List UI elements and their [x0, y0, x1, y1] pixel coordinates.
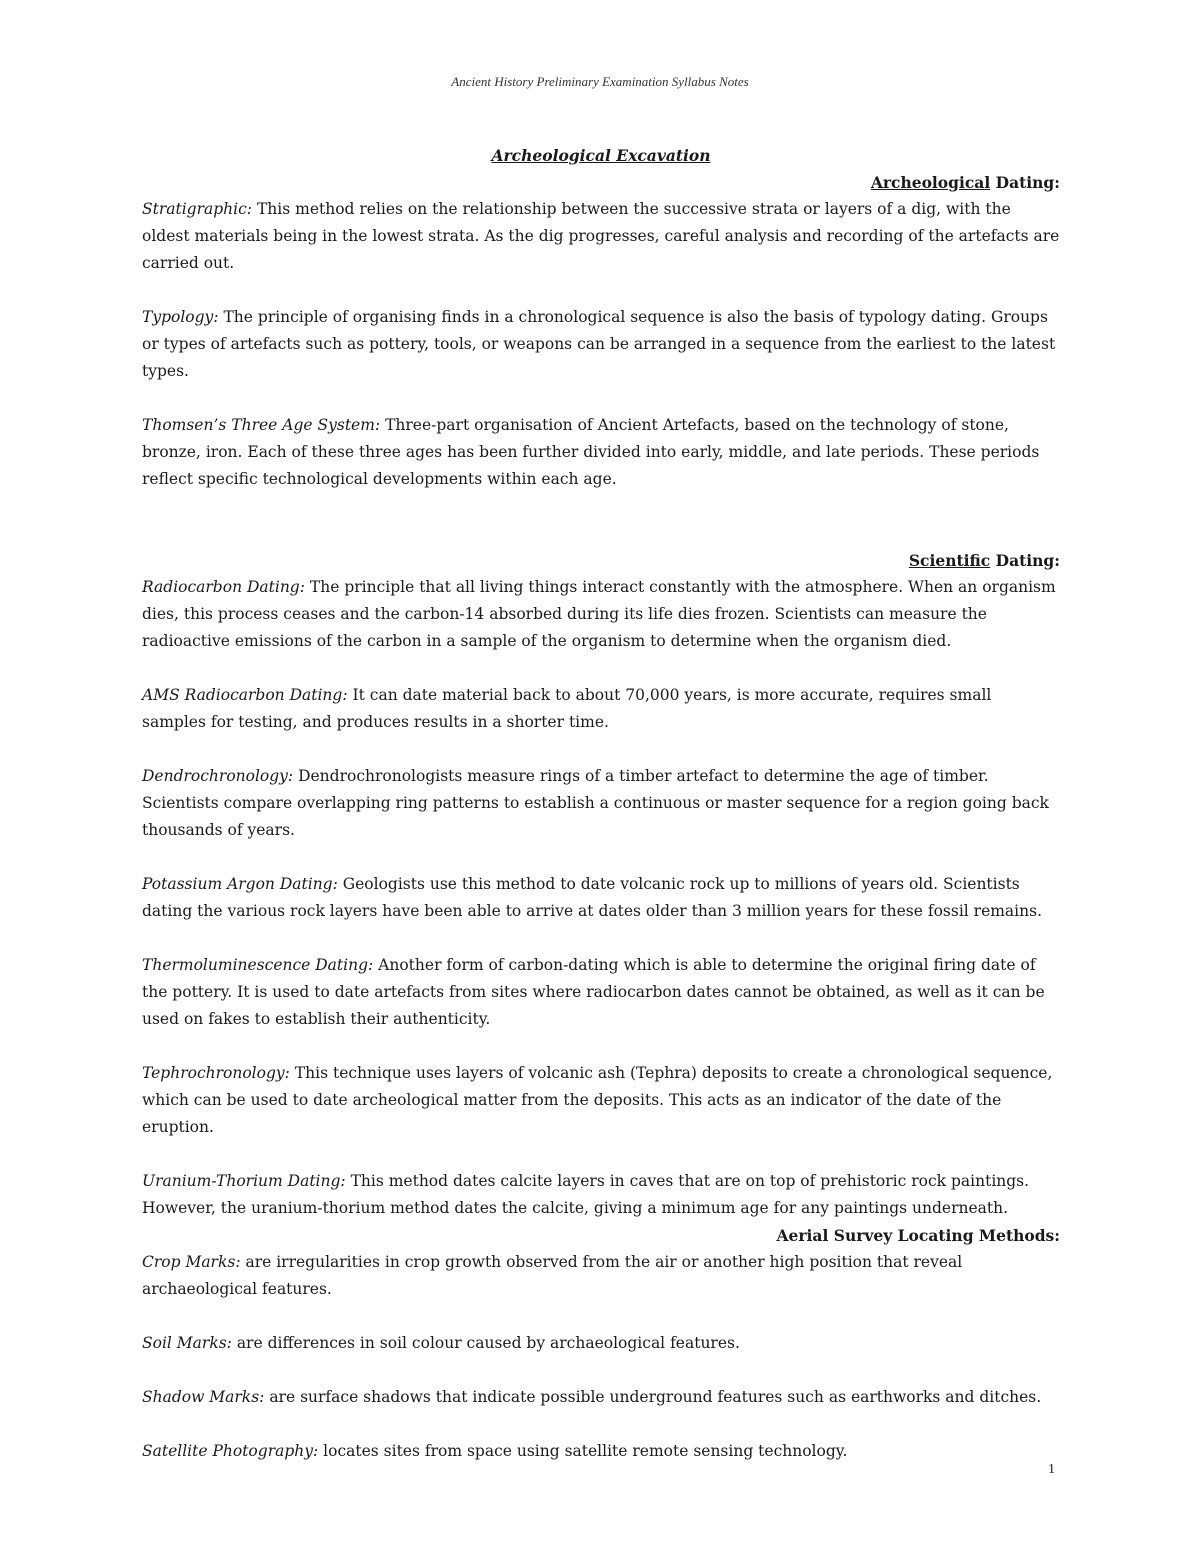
document-title: Archeological Excavation	[491, 146, 711, 165]
term: Satellite Photography:	[142, 1442, 319, 1460]
definition: The principle of organising finds in a chronological sequence is also the basis of typology dating. Groups or types of artefacts such as pottery, tools, or weapons can be arranged in a sequence from the earliest to the latest types.	[142, 308, 1056, 380]
term: Potassium Argon Dating:	[142, 875, 338, 893]
definition: Three-part organisation of Ancient Artefacts, based on the technology of stone, bronze, iron. Each of these three ages has been further divided into early, middle, and late periods. These periods reflect specific technological developments within each age.	[142, 416, 1040, 488]
definition: locates sites from space using satellite remote sensing technology.	[318, 1442, 848, 1460]
term: Tephrochronology:	[142, 1064, 290, 1082]
definition: are differences in soil colour caused by archaeological features.	[231, 1334, 740, 1352]
paragraph-potassium-argon	[142, 871, 1060, 925]
term: AMS Radiocarbon Dating:	[142, 686, 348, 704]
definition: The principle that all living things interact constantly with the atmosphere. When an organism dies, this process ceases and the carbon-14 absorbed during its life dies frozen. Scientists can measure the radioactive emissions of the carbon in a sample of the organism to determine when the organism died.	[142, 578, 1056, 650]
term: Shadow Marks:	[142, 1388, 265, 1406]
paragraph-dendrochronology	[142, 763, 1060, 844]
running-header: Ancient History Preliminary Examination Syllabus Notes	[451, 74, 749, 89]
section-heading-rest: Dating:	[990, 173, 1060, 192]
term: Typology:	[142, 308, 219, 326]
section-heading-underlined: Archeological	[870, 173, 991, 192]
section-heading-rest: Dating:	[990, 551, 1060, 570]
definition: are surface shadows that indicate possible underground features such as earthworks and ditches.	[264, 1388, 1042, 1406]
term: Radiocarbon Dating:	[142, 578, 305, 596]
definition: Geologists use this method to date volcanic rock up to millions of years old. Scientists dating the various rock layers have been able to arrive at dates older than 3 million years for these fossil remains.	[142, 875, 1042, 920]
section-heading-archeological	[142, 169, 1060, 196]
paragraph-crop-marks	[142, 1249, 1060, 1303]
paragraph-shadow-marks	[142, 1384, 1060, 1411]
term: Stratigraphic:	[142, 200, 253, 218]
paragraph-soil-marks	[142, 1330, 1060, 1357]
definition: This method relies on the relationship between the successive strata or layers of a dig, with the oldest materials being in the lowest strata. As the dig progresses, careful analysis and recording of the artefacts are carried out.	[142, 200, 1060, 272]
definition: are irregularities in crop growth observed from the air or another high position that reveal archaeological features.	[142, 1253, 963, 1298]
paragraph-satellite-photography	[142, 1438, 1060, 1465]
term: Thomsen’s Three Age System:	[142, 416, 381, 434]
paragraph-typology	[142, 304, 1060, 385]
paragraph-uranium-thorium	[142, 1168, 1060, 1222]
paragraph-thermoluminescence	[142, 952, 1060, 1033]
term: Dendrochronology:	[142, 767, 294, 785]
section-heading-aerial: Aerial Survey Locating Methods:	[776, 1226, 1060, 1245]
paragraph-three-age-system	[142, 412, 1060, 493]
paragraph-ams-radiocarbon	[142, 682, 1060, 736]
document-body	[142, 142, 1060, 1465]
term: Thermoluminescence Dating:	[142, 956, 374, 974]
section-heading-scientific	[142, 547, 1060, 574]
definition: This technique uses layers of volcanic ash (Tephra) deposits to create a chronological sequence, which can be used to date archeological matter from the deposits. This acts as an indicator of the date of the eruption.	[142, 1064, 1053, 1136]
term: Uranium-Thorium Dating:	[142, 1172, 346, 1190]
term: Crop Marks:	[142, 1253, 241, 1271]
definition: Dendrochronologists measure rings of a timber artefact to determine the age of timber. Scientists compare overlapping ring patterns to establish a continuous or master sequence for a region going back thousands of years.	[142, 767, 1049, 839]
definition: It can date material back to about 70,000 years, is more accurate, requires small samples for testing, and produces results in a shorter time.	[142, 686, 992, 731]
paragraph-radiocarbon	[142, 574, 1060, 655]
section-heading-underlined: Scientific	[908, 551, 991, 570]
paragraph-tephrochronology	[142, 1060, 1060, 1141]
term: Soil Marks:	[142, 1334, 232, 1352]
definition: Another form of carbon-dating which is able to determine the original firing date of the pottery. It is used to date artefacts from sites where radiocarbon dates cannot be obtained, as well as it can be used on fakes to establish their authenticity.	[142, 956, 1045, 1028]
paragraph-stratigraphic	[142, 196, 1060, 277]
definition: This method dates calcite layers in caves that are on top of prehistoric rock paintings. However, the uranium-thorium method dates the calcite, giving a minimum age for any paintings underneath.	[142, 1172, 1030, 1217]
page-number: 1	[1048, 1462, 1055, 1477]
